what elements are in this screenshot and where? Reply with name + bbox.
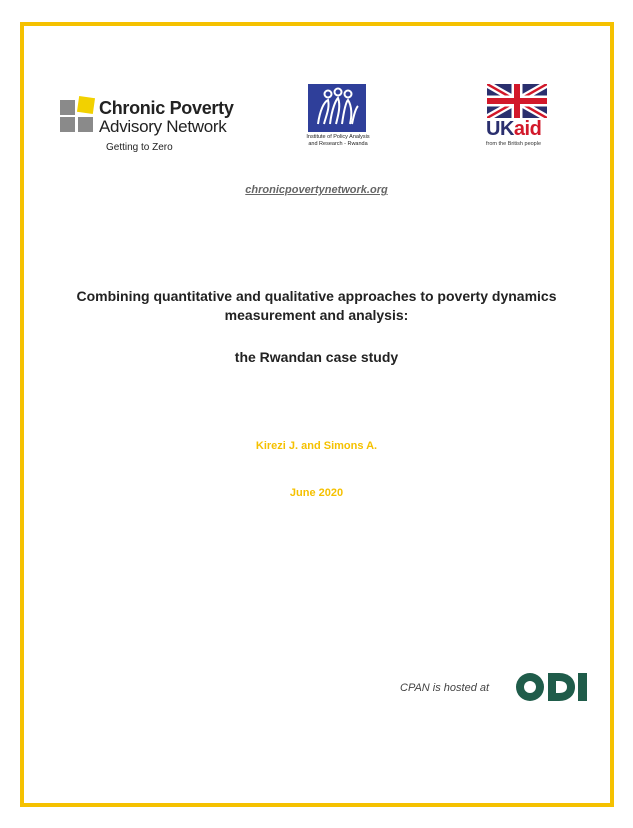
ukaid-logo bbox=[484, 84, 550, 150]
report-subtitle: the Rwandan case study bbox=[234, 349, 399, 365]
odi-logo bbox=[515, 670, 589, 704]
authors: Kirezi J. and Simons A. bbox=[255, 440, 378, 452]
cpan-title: Chronic Poverty bbox=[99, 98, 234, 118]
cpan-squares-icon bbox=[60, 96, 98, 136]
cpan-logo bbox=[60, 96, 240, 156]
ukaid-tagline: from the British people bbox=[486, 141, 542, 147]
ipar-caption: Institute of Policy Analysis and Research - Rwanda bbox=[306, 134, 370, 147]
union-flag-icon bbox=[487, 84, 547, 118]
cpan-subtitle: Advisory Network bbox=[99, 117, 227, 136]
ukaid-wordmark: UKaid bbox=[486, 118, 542, 140]
ipar-logo bbox=[298, 84, 378, 162]
ipar-figures-icon bbox=[308, 84, 366, 132]
website-link[interactable]: chronicpovertynetwork.org bbox=[245, 184, 388, 196]
publication-date: June 2020 bbox=[289, 487, 344, 499]
cpan-tagline: Getting to Zero bbox=[106, 142, 173, 153]
report-title: Combining quantitative and qualitative approaches to poverty dynamics measurement and analysis: bbox=[76, 288, 557, 323]
hosted-at-text: CPAN is hosted at bbox=[400, 682, 490, 694]
